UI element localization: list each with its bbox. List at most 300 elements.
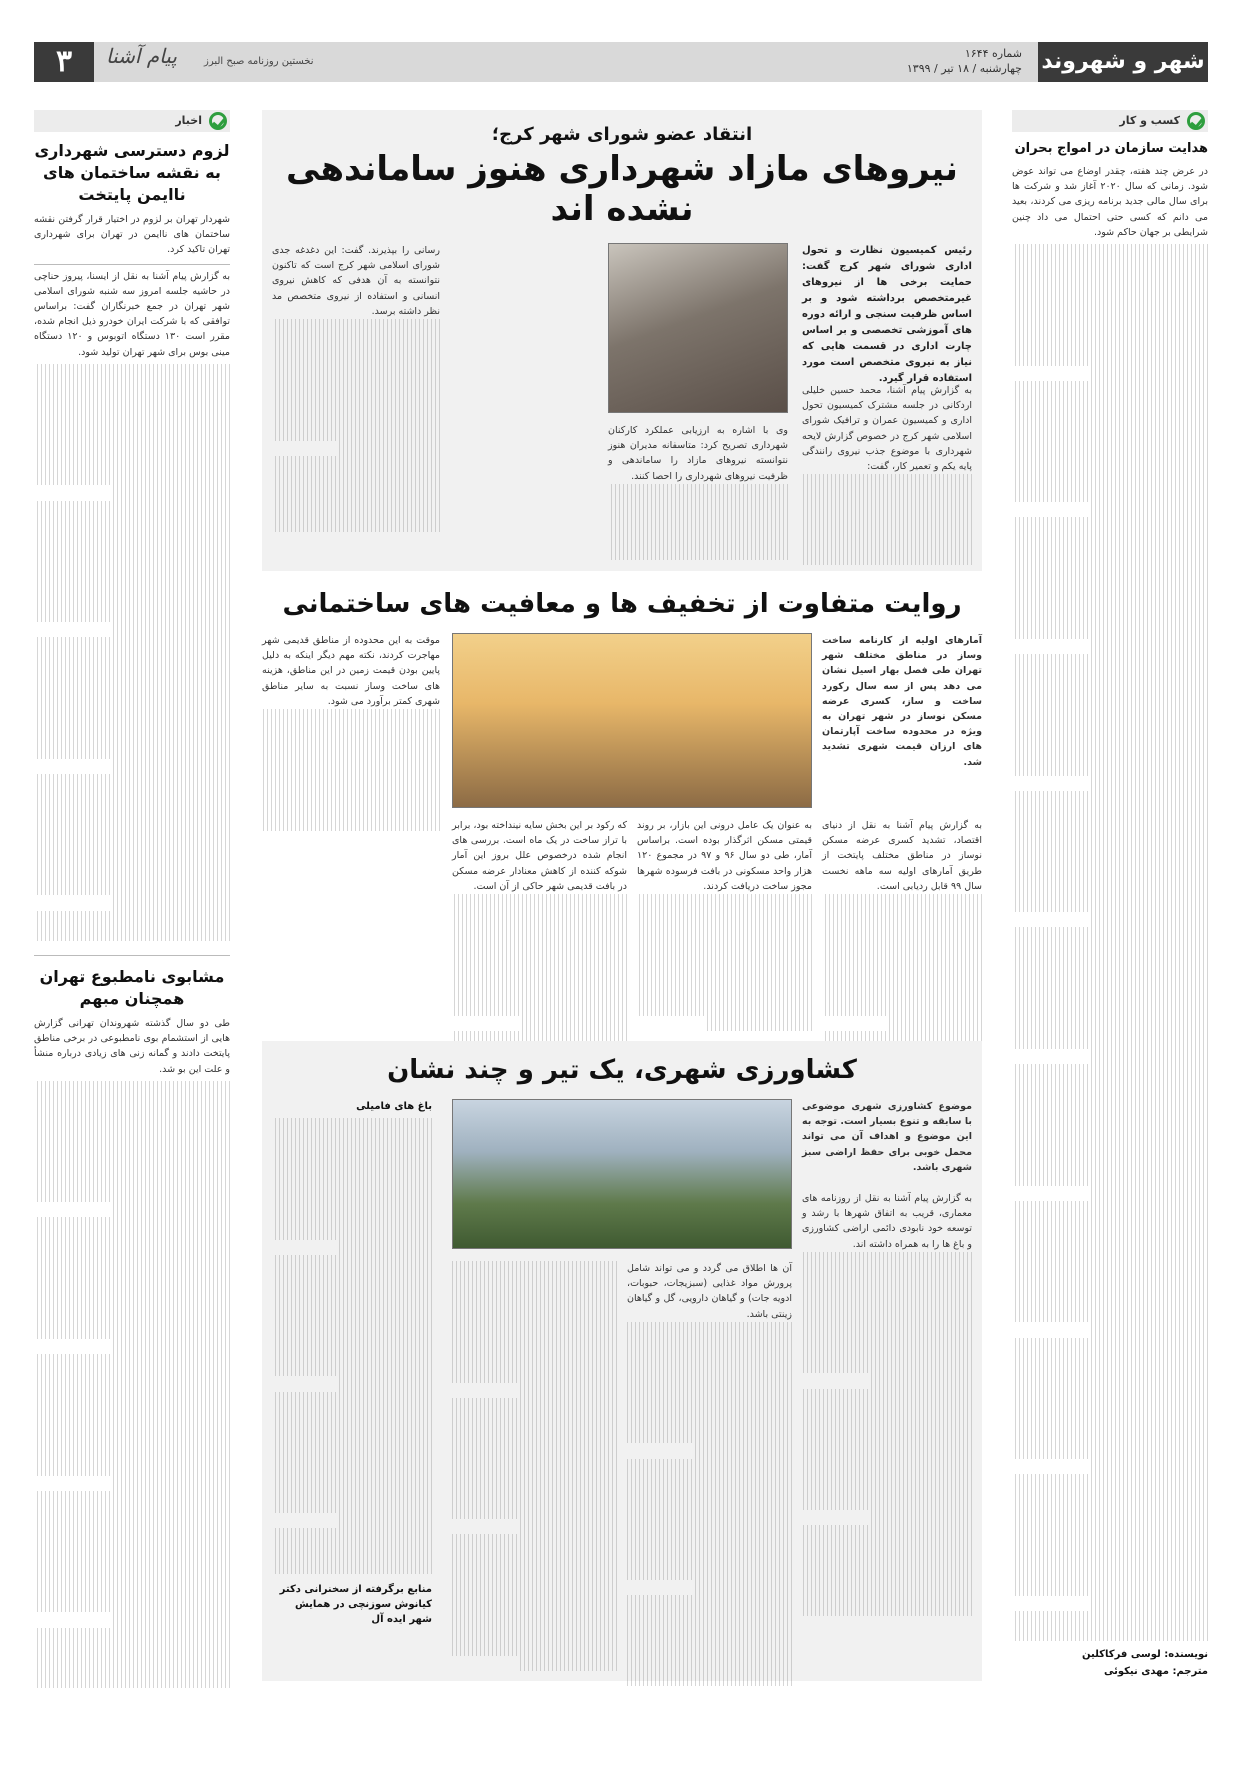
text-line bbox=[452, 1550, 617, 1565]
text-line bbox=[1012, 958, 1208, 973]
text-line bbox=[34, 379, 230, 394]
text-line bbox=[272, 1164, 432, 1179]
text-line bbox=[272, 425, 440, 440]
text-line bbox=[1012, 411, 1208, 426]
text-line bbox=[272, 1225, 432, 1240]
text-line bbox=[34, 804, 230, 819]
text-line bbox=[1012, 852, 1208, 867]
text-line bbox=[1012, 1155, 1208, 1170]
text-line bbox=[1012, 700, 1208, 715]
text-line bbox=[112, 622, 230, 637]
text-line bbox=[112, 1339, 230, 1354]
text-line bbox=[34, 394, 230, 409]
text-line bbox=[1012, 320, 1208, 335]
text-line bbox=[272, 1179, 432, 1194]
article3-body-text-3 bbox=[452, 1261, 617, 1671]
text-line bbox=[1012, 973, 1208, 988]
article1-body-mid bbox=[608, 423, 788, 560]
article1-body-mid-text: وی با اشاره به ارزیابی عملکرد کارکنان شهرداری تصریح کرد: متاسفانه مدیران هنوز نتوانسته نیروهای مازاد را ساماندهی و ظرفیت نیروهای شهرداری را احصا کنند. bbox=[608, 425, 788, 482]
text-line bbox=[1012, 1140, 1208, 1155]
text-line bbox=[34, 1643, 230, 1658]
text-line bbox=[518, 1519, 617, 1534]
text-line bbox=[627, 1413, 792, 1428]
text-line bbox=[1012, 396, 1208, 411]
text-line bbox=[452, 1626, 617, 1641]
text-line bbox=[34, 1628, 230, 1643]
news-column-header bbox=[34, 110, 230, 132]
text-line bbox=[339, 441, 440, 456]
text-line bbox=[1012, 1064, 1208, 1079]
article2-body-left-start: موقت به این محدوده از مناطق قدیمی شهر مهاجرت کردند، نکته مهم دیگر اینکه به دلیل پایین بودن قیمت زمین در این مناطق، هزینه های ساخت وساز نسبت به سایر مناطق شهری کمتر برآورد می شود. bbox=[262, 635, 440, 707]
text-line bbox=[34, 744, 230, 759]
text-line bbox=[627, 1550, 792, 1565]
text-line bbox=[452, 1534, 617, 1549]
text-line bbox=[34, 1506, 230, 1521]
business-column bbox=[1012, 110, 1208, 1750]
newspaper-logo: پیام آشنا bbox=[106, 44, 177, 68]
text-line bbox=[1012, 821, 1208, 836]
text-line bbox=[1012, 867, 1208, 882]
text-line bbox=[802, 1571, 972, 1586]
article1-kicker: انتقاد عضو شورای شهر کرج؛ bbox=[491, 124, 753, 145]
text-line bbox=[608, 529, 788, 544]
text-line bbox=[272, 456, 440, 471]
text-line bbox=[1012, 350, 1208, 365]
text-line bbox=[34, 546, 230, 561]
text-line bbox=[1012, 1581, 1208, 1596]
text-line bbox=[272, 1331, 432, 1346]
text-line bbox=[452, 1261, 617, 1276]
text-line bbox=[272, 1498, 432, 1513]
text-line bbox=[802, 1267, 972, 1282]
text-line bbox=[822, 955, 982, 970]
text-line bbox=[608, 499, 788, 514]
article2-intro bbox=[822, 633, 982, 770]
text-line bbox=[452, 1428, 617, 1443]
text-line bbox=[34, 1157, 230, 1172]
text-line bbox=[802, 1449, 972, 1464]
checkmark-icon bbox=[209, 112, 227, 130]
text-line bbox=[802, 1556, 972, 1571]
text-line bbox=[802, 1419, 972, 1434]
text-line bbox=[262, 739, 440, 754]
text-line bbox=[34, 926, 230, 941]
text-line bbox=[1012, 715, 1208, 730]
text-line bbox=[1012, 1413, 1208, 1428]
text-line bbox=[272, 1528, 432, 1543]
text-line bbox=[822, 894, 982, 909]
article2-body-text-2 bbox=[637, 894, 812, 1031]
text-line bbox=[1012, 1201, 1208, 1216]
text-line bbox=[1012, 1277, 1208, 1292]
text-line bbox=[802, 1358, 972, 1373]
text-line bbox=[272, 1133, 432, 1148]
text-line bbox=[627, 1610, 792, 1625]
text-line bbox=[34, 728, 230, 743]
text-line bbox=[1012, 244, 1208, 259]
text-line bbox=[452, 1610, 617, 1625]
text-line bbox=[272, 1194, 432, 1209]
text-line bbox=[1012, 1307, 1208, 1322]
text-line bbox=[272, 1285, 432, 1300]
text-line bbox=[1012, 836, 1208, 851]
text-line bbox=[627, 1383, 792, 1398]
text-line bbox=[822, 909, 982, 924]
text-line bbox=[272, 395, 440, 410]
text-line bbox=[34, 835, 230, 850]
text-line bbox=[452, 909, 627, 924]
text-line bbox=[452, 924, 627, 939]
text-line bbox=[34, 1567, 230, 1582]
text-line bbox=[1012, 988, 1208, 1003]
text-line bbox=[1012, 1231, 1208, 1246]
text-line bbox=[627, 1367, 792, 1382]
text-line bbox=[336, 1513, 432, 1528]
text-line bbox=[1012, 1368, 1208, 1383]
text-line bbox=[802, 1252, 972, 1267]
text-line bbox=[1012, 943, 1208, 958]
article2-headline: روایت متفاوت از تخفیف ها و معافیت های ساختمانی bbox=[282, 589, 962, 619]
text-line bbox=[452, 1489, 617, 1504]
text-line bbox=[822, 970, 982, 985]
text-line bbox=[34, 1430, 230, 1445]
text-line bbox=[627, 1504, 792, 1519]
text-line bbox=[262, 785, 440, 800]
text-line bbox=[1012, 426, 1208, 441]
text-line bbox=[802, 1480, 972, 1495]
article3-col-2 bbox=[627, 1261, 792, 1686]
text-line bbox=[1012, 1292, 1208, 1307]
text-line bbox=[627, 1398, 792, 1413]
text-line bbox=[627, 1641, 792, 1656]
text-line bbox=[34, 1658, 230, 1673]
business-headline: هدایت سازمان در امواج بحران bbox=[1014, 141, 1208, 156]
text-line bbox=[822, 940, 982, 955]
text-line bbox=[1012, 1429, 1208, 1444]
text-line bbox=[1012, 1003, 1208, 1018]
text-line bbox=[34, 1369, 230, 1384]
text-line bbox=[34, 1248, 230, 1263]
text-line bbox=[1012, 1550, 1208, 1565]
text-line bbox=[272, 1118, 432, 1133]
text-line bbox=[870, 1373, 972, 1388]
text-line bbox=[1012, 457, 1208, 472]
text-line bbox=[34, 1278, 230, 1293]
article3-subhead: باغ های فامیلی bbox=[356, 1101, 432, 1112]
article1-headline: نیروهای مازاد شهرداری هنوز ساماندهی نشده اند bbox=[286, 149, 958, 229]
business-column-header bbox=[1012, 110, 1208, 132]
text-line bbox=[1012, 517, 1208, 532]
text-line bbox=[627, 1534, 792, 1549]
text-line bbox=[802, 1282, 972, 1297]
text-line bbox=[627, 1352, 792, 1367]
business-body-text bbox=[1012, 244, 1208, 1641]
text-line bbox=[452, 940, 627, 955]
text-line bbox=[1012, 290, 1208, 305]
text-line bbox=[1012, 882, 1208, 897]
text-line bbox=[802, 1328, 972, 1343]
text-line bbox=[34, 470, 230, 485]
text-line bbox=[627, 1519, 792, 1534]
text-line bbox=[627, 1656, 792, 1671]
text-line bbox=[272, 516, 440, 531]
text-line bbox=[34, 1597, 230, 1612]
text-line bbox=[452, 894, 627, 909]
text-line bbox=[522, 1016, 627, 1031]
text-line bbox=[1012, 730, 1208, 745]
text-line bbox=[112, 759, 230, 774]
text-line bbox=[627, 1671, 792, 1686]
article1-body-right bbox=[802, 383, 972, 565]
text-line bbox=[34, 1096, 230, 1111]
text-line bbox=[262, 770, 440, 785]
text-line bbox=[802, 1434, 972, 1449]
text-line bbox=[34, 774, 230, 789]
article3-body-1: به گزارش پیام آشنا به نقل از روزنامه های معماری، قریب به اتفاق شهرها با رشد و توسعه خود نابودی دائمی اراضی کشاورزی و باغ ها را به همراه داشته اند. bbox=[802, 1193, 972, 1250]
text-line bbox=[637, 940, 812, 955]
text-line bbox=[1012, 259, 1208, 274]
text-line bbox=[272, 1270, 432, 1285]
text-line bbox=[272, 501, 440, 516]
article1-body-end: رسانی را بپذیرند. گفت: این دغدغه جدی شورای اسلامی شهر کرج است که تاکنون نتوانسته به آن هدفی که کاهش نیروی انسانی و استفاده از نیروی متخصص مد نظر داشته برسد. bbox=[272, 245, 440, 317]
article2-body-2: به عنوان یک عامل درونی این بازار، بر روند قیمتی مسکن اثرگذار بوده است. براساس آمار، طی دو سال ۹۶ و ۹۷ در مجموع ۱۲۰ هزار واحد مسکونی در بافت فرسوده شهرها مجوز ساخت دریافت کردند. bbox=[637, 820, 812, 892]
text-line bbox=[272, 365, 440, 380]
text-line bbox=[272, 1543, 432, 1558]
text-line bbox=[608, 514, 788, 529]
text-line bbox=[272, 319, 440, 334]
issue-info bbox=[907, 46, 1022, 76]
text-line bbox=[272, 1392, 432, 1407]
text-line bbox=[34, 592, 230, 607]
text-line bbox=[452, 1458, 617, 1473]
text-line bbox=[34, 501, 230, 516]
text-line bbox=[272, 1437, 432, 1452]
text-line bbox=[34, 819, 230, 834]
text-line bbox=[1012, 1019, 1208, 1034]
text-line bbox=[1012, 791, 1208, 806]
text-line bbox=[272, 1255, 432, 1270]
article2-body-text-left bbox=[262, 709, 440, 831]
text-line bbox=[34, 683, 230, 698]
text-line bbox=[1012, 609, 1208, 624]
text-line bbox=[637, 1000, 812, 1015]
article2-byline: به گزارش پیام آشنا به نقل از دنیای اقتصاد، تشدید کسری عرضه مسکن نوساز در مناطق مختلف پایتخت از طریق آمارهای اولیه سه ماهه نخست سال ۹۹ قابل ردیابی است. bbox=[822, 820, 982, 892]
text-line bbox=[1090, 502, 1208, 517]
text-line bbox=[34, 668, 230, 683]
text-line bbox=[627, 1322, 792, 1337]
checkmark-icon bbox=[1187, 112, 1205, 130]
text-line bbox=[707, 1016, 812, 1031]
text-line bbox=[34, 576, 230, 591]
text-line bbox=[1012, 1246, 1208, 1261]
text-line bbox=[34, 1491, 230, 1506]
text-line bbox=[1012, 548, 1208, 563]
text-line bbox=[1090, 1049, 1208, 1064]
text-line bbox=[262, 709, 440, 724]
text-line bbox=[262, 815, 440, 830]
article2-intro-column-2 bbox=[262, 633, 440, 831]
text-line bbox=[452, 1595, 617, 1610]
text-line bbox=[272, 1468, 432, 1483]
text-line bbox=[608, 484, 788, 499]
text-line bbox=[693, 1443, 792, 1458]
text-line bbox=[1090, 776, 1208, 791]
text-line bbox=[802, 1540, 972, 1555]
text-line bbox=[1012, 533, 1208, 548]
text-line bbox=[1012, 472, 1208, 487]
text-line bbox=[1012, 669, 1208, 684]
text-line bbox=[1090, 639, 1208, 654]
text-line bbox=[802, 1297, 972, 1312]
text-line bbox=[34, 1293, 230, 1308]
text-line bbox=[518, 1383, 617, 1398]
text-line bbox=[34, 865, 230, 880]
text-line bbox=[262, 724, 440, 739]
text-line bbox=[112, 1202, 230, 1217]
section-title: شهر و شهروند bbox=[1038, 42, 1208, 82]
text-line bbox=[272, 1209, 432, 1224]
text-line bbox=[34, 364, 230, 379]
text-line bbox=[1090, 1459, 1208, 1474]
text-line bbox=[452, 1580, 617, 1595]
text-line bbox=[1012, 897, 1208, 912]
text-line bbox=[627, 1428, 792, 1443]
article2-col-2 bbox=[637, 818, 812, 1031]
text-line bbox=[1012, 654, 1208, 669]
text-line bbox=[34, 1126, 230, 1141]
text-line bbox=[1012, 1110, 1208, 1125]
article3-body-text-2 bbox=[627, 1322, 792, 1687]
business-author: نویسنده: لوسی فرکاکلین bbox=[1082, 1649, 1208, 1661]
text-line bbox=[1012, 1474, 1208, 1489]
text-line bbox=[34, 911, 230, 926]
text-line bbox=[34, 1673, 230, 1688]
text-line bbox=[693, 1580, 792, 1595]
center-content bbox=[262, 110, 982, 1681]
text-line bbox=[1090, 1596, 1208, 1611]
text-line bbox=[637, 955, 812, 970]
text-line bbox=[452, 1504, 617, 1519]
text-line bbox=[272, 349, 440, 364]
text-line bbox=[34, 850, 230, 865]
text-line bbox=[262, 800, 440, 815]
text-line bbox=[34, 1536, 230, 1551]
text-line bbox=[272, 486, 440, 501]
text-line bbox=[637, 909, 812, 924]
text-line bbox=[1012, 745, 1208, 760]
text-line bbox=[452, 1322, 617, 1337]
article1-body-text-right bbox=[802, 474, 972, 565]
text-line bbox=[34, 1445, 230, 1460]
text-line bbox=[1012, 593, 1208, 608]
article1-body-start: به گزارش پیام آشنا، محمد حسین خلیلی اردکانی در جلسه مشترک کمیسیون تحول اداری و کمیسیون عمران و ترافیک شورای اسلامی شهر کرج در خصوص گزارش لایحه شهرداری با موضوع جذب نیروی رانندگی پایه یکم و تعمیر کار، گفت: bbox=[802, 385, 972, 473]
text-line bbox=[272, 1149, 432, 1164]
text-line bbox=[627, 1337, 792, 1352]
text-line bbox=[1012, 1444, 1208, 1459]
text-line bbox=[452, 1565, 617, 1580]
text-line bbox=[34, 637, 230, 652]
text-line bbox=[452, 1000, 627, 1015]
article2-col-3 bbox=[452, 818, 627, 1046]
text-line bbox=[1012, 1216, 1208, 1231]
text-line bbox=[452, 1641, 617, 1656]
article3-col-4 bbox=[272, 1099, 432, 1631]
text-line bbox=[637, 985, 812, 1000]
text-line bbox=[34, 1415, 230, 1430]
text-line bbox=[34, 1354, 230, 1369]
page-number: ۳ bbox=[34, 42, 94, 82]
text-line bbox=[34, 409, 230, 424]
text-line bbox=[452, 1367, 617, 1382]
text-line bbox=[1090, 912, 1208, 927]
text-line bbox=[34, 455, 230, 470]
text-line bbox=[272, 1559, 432, 1574]
text-line bbox=[1012, 1505, 1208, 1520]
text-line bbox=[1012, 760, 1208, 775]
text-line bbox=[802, 1586, 972, 1601]
text-line bbox=[1012, 1095, 1208, 1110]
article1-body-text-mid bbox=[608, 484, 788, 560]
text-line bbox=[637, 970, 812, 985]
text-line bbox=[34, 698, 230, 713]
text-line bbox=[452, 1413, 617, 1428]
article-urban-farming bbox=[262, 1041, 982, 1681]
text-line bbox=[886, 1016, 982, 1031]
text-line bbox=[627, 1474, 792, 1489]
text-line bbox=[336, 1376, 432, 1391]
text-line bbox=[34, 1187, 230, 1202]
text-line bbox=[1012, 335, 1208, 350]
text-line bbox=[112, 1612, 230, 1627]
newspaper-tagline: نخستین روزنامه صبح البرز bbox=[204, 56, 314, 67]
news-paragraph-1: به گزارش پیام آشنا به نقل از ایسنا، پیروز حناچی در حاشیه جلسه امروز سه شنبه شورای اسلامی شهر تهران در جمع خبرنگاران گفت: براساس توافقی که با شرکت ایران خودرو ذیل انجام شده، مقرر است ۱۳۰ دستگاه اتوبوس و ۱۲۰ دستگاه مینی بوس برای شهر تهران تولید شود. bbox=[34, 270, 230, 358]
text-line bbox=[452, 970, 627, 985]
text-line bbox=[608, 545, 788, 560]
text-line bbox=[1012, 1626, 1208, 1641]
text-line bbox=[802, 1404, 972, 1419]
text-line bbox=[452, 985, 627, 1000]
article2-body-3: که رکود بر این بخش سایه نینداخته بود، برابر با تراز ساخت در یک ماه است. بررسی های انجام شده درخصوص علل بروز این آمار شوکه کننده از کاهش معنادار عرضه مسکن در بافت قدیمی شهر حاکی از آن است. bbox=[452, 820, 627, 892]
text-line bbox=[272, 380, 440, 395]
news-lead-1: شهردار تهران بر لزوم در اختیار قرار گرفتن نقشه ساختمان های ناایمن در تهران برای شهرداری تهران تاکید کرد. bbox=[34, 212, 230, 265]
issue-number: شماره ۱۶۴۴ bbox=[964, 47, 1022, 60]
text-line bbox=[34, 561, 230, 576]
text-line bbox=[34, 1460, 230, 1475]
article3-headline: کشاورزی شهری، یک تیر و چند نشان bbox=[387, 1055, 857, 1085]
text-line bbox=[1012, 1170, 1208, 1185]
text-line bbox=[34, 1111, 230, 1126]
text-line bbox=[627, 1595, 792, 1610]
text-line bbox=[34, 789, 230, 804]
text-line bbox=[262, 755, 440, 770]
text-line bbox=[452, 1443, 617, 1458]
text-line bbox=[1012, 1489, 1208, 1504]
text-line bbox=[34, 1521, 230, 1536]
text-line bbox=[112, 895, 230, 910]
news-headline-2: مشابوی نامطبوع تهران همچنان مبهم bbox=[34, 955, 230, 1010]
text-line bbox=[1012, 1079, 1208, 1094]
text-line bbox=[272, 1422, 432, 1437]
text-line bbox=[34, 1582, 230, 1597]
text-line bbox=[1012, 1565, 1208, 1580]
article1-lead: رئیس کمیسیون نظارت و تحول اداری شورای شهر کرج گفت: حمایت برخی ها از نیروهای غیرمتخصص برداشته شود و بر اساس ظرفیت سنجی و ارائه دوره های آموزشی تخصصی و بر اساس چارت اداری در قسمت هایی که نیاز به نیروی متخصص است مورد استفاده قرار گیرد. bbox=[802, 245, 972, 384]
text-line bbox=[1012, 1520, 1208, 1535]
text-line bbox=[1090, 366, 1208, 381]
business-intro: در عرض چند هفته، چقدر اوضاع می تواند عوض شود. زمانی که سال ۲۰۲۰ آغاز شد و شرکت ها برای سال مالی جدید برنامه ریزی می کردند، بعید می دانم که کسی حتی احتمال می داد چنین شرایطی بر جهان حاکم شود. bbox=[1012, 166, 1208, 238]
text-line bbox=[802, 1601, 972, 1616]
text-line bbox=[34, 1324, 230, 1339]
text-line bbox=[518, 1656, 617, 1671]
